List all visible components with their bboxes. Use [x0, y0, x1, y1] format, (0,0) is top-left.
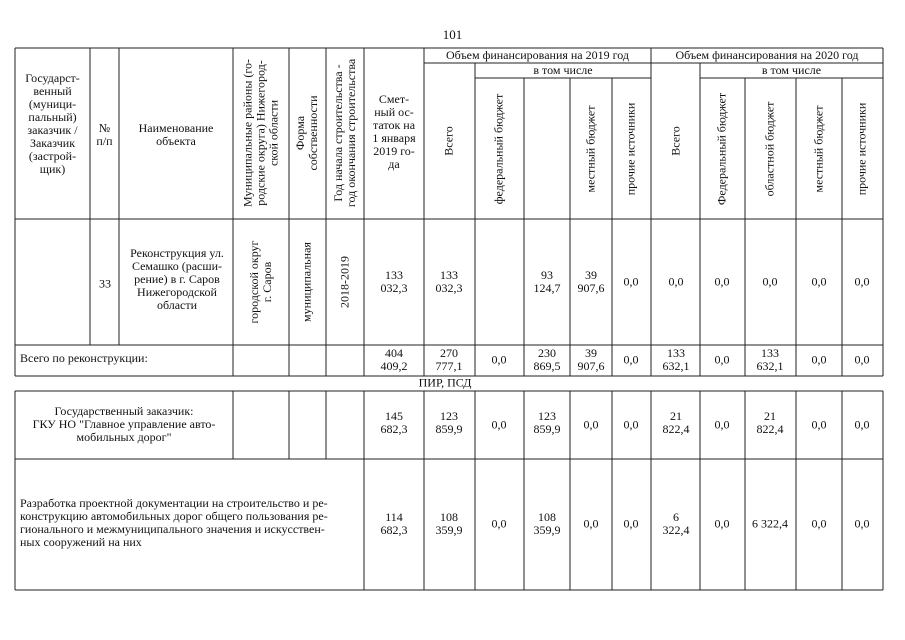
row33-vsego-2019: 133 032,3: [435, 268, 463, 295]
pir-fed-2020: 0,0: [714, 516, 730, 531]
pir-mest-2020: 0,0: [811, 516, 827, 531]
total-vsego-2020: 133 632,1: [662, 346, 690, 373]
gku-fed-2020: 0,0: [714, 417, 730, 432]
row33-rayon: городской округ г. Саров: [247, 240, 274, 324]
gku-proch-2020: 0,0: [854, 417, 870, 432]
header-zakazchik: Государст- венный (муници- пальный) заказчик / Заказчик (застрой- щик): [25, 71, 80, 176]
header-num: № п/п: [96, 121, 113, 148]
header-smet: Смет- ный ос- таток на 1 января 2019 го- да: [372, 92, 416, 171]
header-rayon: Муниципальные районы (го- родские округа) Нижегород- ской области: [240, 58, 281, 208]
pir-vsego-2019: 108 359,9: [435, 510, 463, 537]
pir-obl-2020: 6 322,4: [752, 516, 788, 531]
header-obl-2020: областной бюджет: [762, 101, 777, 197]
header-fed-2020: Федеральный бюджет: [714, 92, 729, 206]
row33-mest-2020: 0,0: [811, 274, 827, 289]
header-v-tom-chisle-2020: в том числе: [761, 63, 822, 77]
gku-obl-2020: 21 822,4: [756, 409, 784, 436]
section-title: ПИР, ПСД: [418, 375, 472, 390]
row33-name: Реконструкция ул. Семашко (расши- рение) в г. Саров Нижегородской области: [130, 246, 224, 312]
row33-god: 2018-2019: [337, 256, 352, 308]
row33-num: 33: [99, 276, 111, 291]
row33-vsego-2020: 0,0: [668, 274, 684, 289]
pir-proch-2019: 0,0: [623, 516, 639, 531]
total-obl-2020: 133 632,1: [756, 346, 784, 373]
header-fin-2020: Объем финансирования на 2020 год: [675, 48, 859, 62]
total-mest-2019: 39 907,6: [577, 346, 605, 373]
header-forma: Форма собственности: [293, 95, 320, 171]
row33-fed-2020: 0,0: [714, 274, 730, 289]
gku-vsego-2020: 21 822,4: [662, 409, 690, 436]
pir-mest-2019: 0,0: [583, 516, 599, 531]
pir-label: Разработка проектной документации на строительство и ре- конструкцию автомобильных дорог общего пользования ре- гионального и межмуниципального значения и искусствен- ных сооружений на них: [20, 496, 328, 549]
row33-mest-2019: 39 907,6: [577, 268, 605, 295]
row33-smet: 133 032,3: [380, 268, 408, 295]
gku-mest-2020: 0,0: [811, 417, 827, 432]
header-fed-2019: федеральный бюджет: [491, 93, 506, 205]
total-fed-2019: 0,0: [491, 352, 507, 367]
header-v-tom-chisle-2019: в том числе: [533, 63, 593, 77]
gku-obl-2019: 123 859,9: [533, 409, 561, 436]
row33-forma: муниципальная: [299, 242, 314, 322]
total-proch-2019: 0,0: [623, 352, 639, 367]
total-vsego-2019: 270 777,1: [435, 346, 463, 373]
row33-proch-2020: 0,0: [854, 274, 870, 289]
pir-proch-2020: 0,0: [854, 516, 870, 531]
gku-proch-2019: 0,0: [623, 417, 639, 432]
total-mest-2020: 0,0: [811, 352, 827, 367]
row33-proch-2019: 0,0: [623, 274, 639, 289]
gku-smet: 145 682,3: [380, 409, 408, 436]
total-label: Всего по реконструкции:: [20, 351, 148, 365]
header-mest-2019: местный бюджет: [583, 105, 598, 193]
gku-mest-2019: 0,0: [583, 417, 599, 432]
page-number: 101: [442, 27, 463, 42]
header-vsego-2020: Всего: [668, 126, 683, 156]
pir-fed-2019: 0,0: [491, 516, 507, 531]
pir-smet: 114 682,3: [380, 510, 408, 537]
pir-obl-2019: 108 359,9: [533, 510, 561, 537]
header-mest-2020: местный бюджет: [811, 105, 826, 193]
header-proch-2020: прочие источники: [854, 102, 869, 196]
header-fin-2019: Объем финансирования на 2019 год: [445, 48, 630, 62]
header-vsego-2019: Всего: [441, 126, 456, 156]
total-obl-2019: 230 869,5: [533, 346, 561, 373]
row33-obl-2019: 93 124,7: [533, 268, 561, 295]
gku-vsego-2019: 123 859,9: [435, 409, 463, 436]
total-smet: 404 409,2: [380, 346, 408, 373]
total-proch-2020: 0,0: [854, 352, 870, 367]
gku-fed-2019: 0,0: [491, 417, 507, 432]
pir-vsego-2020: 6 322,4: [662, 510, 690, 537]
header-god: Год начала строительства - год окончания строительства: [331, 58, 358, 208]
header-name: Наименование объекта: [138, 121, 214, 148]
header-proch-2019: прочие источники: [623, 102, 638, 196]
row33-obl-2020: 0,0: [762, 274, 778, 289]
total-fed-2020: 0,0: [714, 352, 730, 367]
gku-label: Государственный заказчик: ГКУ НО "Главное управление авто- мобильных дорог": [32, 404, 216, 444]
